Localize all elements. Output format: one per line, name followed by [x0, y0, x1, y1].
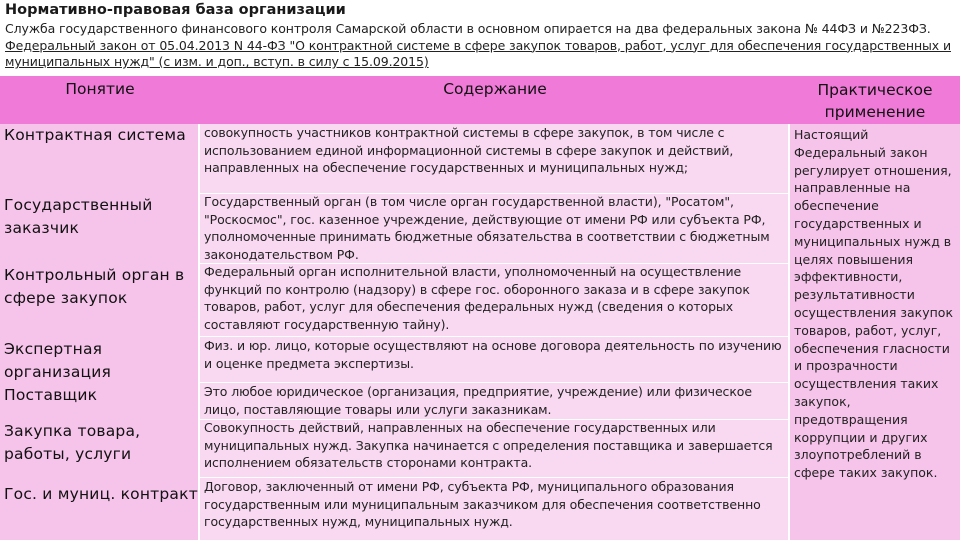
- practice-column: [790, 124, 960, 540]
- intro-text: Служба государственного финансового контроля Самарской области в основном опирается на два федеральных закона № 44ФЗ и №223ФЗ.: [5, 21, 931, 36]
- term-cell: Государственный заказчик: [4, 196, 153, 237]
- law-reference: Федеральный закон от 05.04.2013 N 44-ФЗ "О контрактной системе в сфере закупок товаров, работ, услуг для обеспечения государственных и муниципальных нужд" (с изм. и доп., вступ. в силу с 15.09.2015): [5, 37, 951, 69]
- row-divider: [200, 193, 788, 194]
- term-cell: Экспертная организация: [4, 340, 112, 381]
- row-divider: [200, 477, 788, 478]
- term-cell: Поставщик: [4, 386, 98, 404]
- term-cell: Контрольный орган в сфере закупок: [4, 266, 185, 307]
- header-term: Понятие: [65, 80, 135, 98]
- content-cell: Договор, заключенный от имени РФ, субъекта РФ, муниципального образования государственным или муниципальным заказчиком для обеспечения соответственно государственных нужд, муниципальных нужд.: [204, 479, 761, 529]
- content-cell: Государственный орган (в том числе орган государственной власти), "Росатом", "Роскосмос", гос. казенное учреждение, действующие от имени РФ или субъекта РФ, уполномоченные принимать бюджетные обязательства в соответствии с бюджетным законодательством РФ.: [204, 194, 770, 262]
- table-header: [0, 76, 960, 124]
- practice-cell: Настоящий Федеральный закон регулирует отношения, направленные на обеспечение государственных и муниципальных нужд в целях повышения эффективности, результативности осуществления закупок товаров, работ, услуг, обеспечения гласности и прозрачности осуществления таких закупок, предотвращения коррупции и других злоупотреблений в сфере таких закупок.: [794, 127, 953, 481]
- definitions-table: [0, 76, 960, 540]
- term-cell: Закупка товара, работы, услуги: [4, 422, 141, 463]
- content-cell: Федеральный орган исполнительной власти, уполномоченный на осуществление функций по контролю (надзору) в сфере гос. оборонного заказа и в сфере закупок товаров, работ, услуг для обеспечения федеральных нужд (сведения о которых составляют государственную тайну).: [204, 264, 750, 332]
- content-cell: Совокупность действий, направленных на обеспечение государственных или муниципальных нужд. Закупка начинается с определения поставщика и завершается исполнением обязательств сторонами контракта.: [204, 420, 773, 470]
- term-cell: Контрактная система: [4, 126, 186, 144]
- content-cell: Физ. и юр. лицо, которые осуществляют на основе договора деятельность по изучению и оценке предмета экспертизы.: [204, 338, 782, 371]
- row-divider: [200, 382, 788, 383]
- row-divider: [200, 263, 788, 264]
- term-cell: Гос. и муниц. контракт: [4, 485, 198, 503]
- intro-paragraph: [5, 21, 955, 71]
- slide-header: [0, 0, 960, 73]
- row-divider: [200, 419, 788, 420]
- content-cell: совокупность участников контрактной системы в сфере закупок, в том числе с использованием единой информационной системы в сфере закупок и действий, направленных на обеспечение государственных и муниципальных нужд;: [204, 125, 734, 175]
- header-content: Содержание: [443, 80, 547, 98]
- content-cell: Это любое юридическое (организация, предприятие, учреждение) или физическое лицо, поставляющие товары или услуги заказникам.: [204, 384, 752, 417]
- row-divider: [200, 336, 788, 337]
- header-practice: Практическое применение: [817, 81, 933, 121]
- page-title: Нормативно-правовая база организации: [5, 2, 346, 18]
- term-column: [0, 124, 200, 540]
